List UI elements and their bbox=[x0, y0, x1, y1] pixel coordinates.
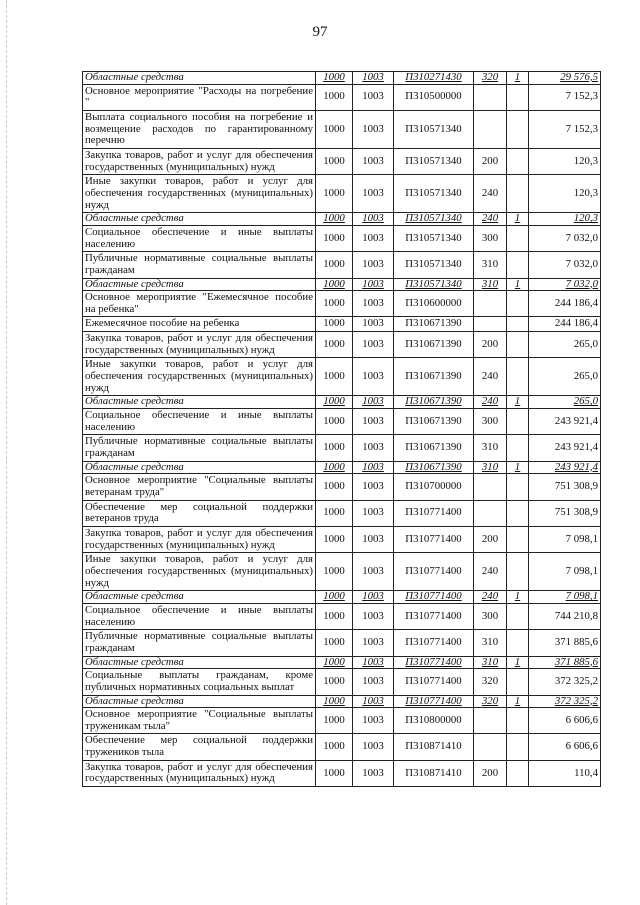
funding-source-code bbox=[507, 734, 529, 760]
section-code: 1000 bbox=[316, 213, 353, 226]
subsection-code: 1003 bbox=[353, 148, 394, 174]
regional-funds-row bbox=[83, 72, 601, 85]
subsection-code: 1003 bbox=[353, 225, 394, 251]
funding-source-code bbox=[507, 252, 529, 278]
subsection-code: 1003 bbox=[353, 110, 394, 148]
funding-source-code bbox=[507, 84, 529, 110]
section-code: 1000 bbox=[316, 603, 353, 629]
funding-source-code bbox=[507, 291, 529, 317]
funding-source-code bbox=[507, 148, 529, 174]
subsection-code: 1003 bbox=[353, 461, 394, 474]
row-name: Иные закупки товаров, работ и услуг для обеспечения государственных (муниципальных) нужд bbox=[83, 175, 316, 213]
amount: 243 921,4 bbox=[529, 435, 601, 461]
row-name: Областные средства bbox=[83, 461, 316, 474]
expense-type-code: 310 bbox=[474, 278, 507, 291]
amount: 243 921,4 bbox=[529, 409, 601, 435]
table-row bbox=[83, 332, 601, 358]
section-code: 1000 bbox=[316, 656, 353, 669]
expense-type-code: 300 bbox=[474, 603, 507, 629]
row-name: Социальное обеспечение и иные выплаты населению bbox=[83, 603, 316, 629]
section-code: 1000 bbox=[316, 84, 353, 110]
amount: 265,0 bbox=[529, 332, 601, 358]
expense-type-code: 300 bbox=[474, 409, 507, 435]
section-code: 1000 bbox=[316, 110, 353, 148]
page-margin-line bbox=[6, 0, 8, 905]
section-code: 1000 bbox=[316, 734, 353, 760]
expense-type-code bbox=[474, 474, 507, 500]
subsection-code: 1003 bbox=[353, 603, 394, 629]
expense-type-code: 310 bbox=[474, 435, 507, 461]
section-code: 1000 bbox=[316, 317, 353, 332]
section-code: 1000 bbox=[316, 278, 353, 291]
amount: 751 308,9 bbox=[529, 474, 601, 500]
target-article-code: П310571340 bbox=[394, 278, 474, 291]
budget-table bbox=[82, 71, 601, 787]
section-code: 1000 bbox=[316, 474, 353, 500]
table-row bbox=[83, 603, 601, 629]
table-row bbox=[83, 630, 601, 656]
funding-source-code bbox=[507, 110, 529, 148]
funding-source-code: 1 bbox=[507, 461, 529, 474]
expense-type-code bbox=[474, 500, 507, 526]
subsection-code: 1003 bbox=[353, 734, 394, 760]
expense-type-code: 240 bbox=[474, 591, 507, 604]
funding-source-code bbox=[507, 317, 529, 332]
expense-type-code: 200 bbox=[474, 760, 507, 786]
funding-source-code bbox=[507, 175, 529, 213]
row-name: Закупка товаров, работ и услуг для обеспечения государственных (муниципальных) нужд bbox=[83, 148, 316, 174]
amount: 7 032,0 bbox=[529, 252, 601, 278]
target-article-code: П310771400 bbox=[394, 603, 474, 629]
subsection-code: 1003 bbox=[353, 72, 394, 85]
row-name: Основное мероприятие "Ежемесячное пособие на ребенка" bbox=[83, 291, 316, 317]
table-row bbox=[83, 175, 601, 213]
funding-source-code: 1 bbox=[507, 396, 529, 409]
amount: 371 885,6 bbox=[529, 656, 601, 669]
target-article-code: П310700000 bbox=[394, 474, 474, 500]
row-name: Выплата социального пособия на погребение и возмещение расходов по гарантированному перечню bbox=[83, 110, 316, 148]
section-code: 1000 bbox=[316, 252, 353, 278]
expense-type-code bbox=[474, 110, 507, 148]
expense-type-code: 310 bbox=[474, 630, 507, 656]
section-code: 1000 bbox=[316, 435, 353, 461]
target-article-code: П310571340 bbox=[394, 225, 474, 251]
target-article-code: П310671390 bbox=[394, 332, 474, 358]
row-name: Областные средства bbox=[83, 213, 316, 226]
table-row bbox=[83, 553, 601, 591]
expense-type-code: 240 bbox=[474, 396, 507, 409]
target-article-code: П310771400 bbox=[394, 669, 474, 695]
amount: 110,4 bbox=[529, 760, 601, 786]
budget-table-body bbox=[83, 72, 601, 787]
funding-source-code bbox=[507, 708, 529, 734]
table-row bbox=[83, 708, 601, 734]
subsection-code: 1003 bbox=[353, 175, 394, 213]
target-article-code: П310571340 bbox=[394, 148, 474, 174]
section-code: 1000 bbox=[316, 708, 353, 734]
expense-type-code: 320 bbox=[474, 695, 507, 708]
amount: 7 152,3 bbox=[529, 84, 601, 110]
expense-type-code: 310 bbox=[474, 656, 507, 669]
subsection-code: 1003 bbox=[353, 409, 394, 435]
row-name: Областные средства bbox=[83, 591, 316, 604]
subsection-code: 1003 bbox=[353, 317, 394, 332]
table-row bbox=[83, 358, 601, 396]
funding-source-code bbox=[507, 474, 529, 500]
section-code: 1000 bbox=[316, 332, 353, 358]
target-article-code: П310771400 bbox=[394, 553, 474, 591]
subsection-code: 1003 bbox=[353, 291, 394, 317]
subsection-code: 1003 bbox=[353, 252, 394, 278]
row-name: Закупка товаров, работ и услуг для обеспечения государственных (муниципальных) нужд bbox=[83, 760, 316, 786]
expense-type-code: 200 bbox=[474, 332, 507, 358]
subsection-code: 1003 bbox=[353, 656, 394, 669]
regional-funds-row bbox=[83, 695, 601, 708]
section-code: 1000 bbox=[316, 225, 353, 251]
row-name: Обеспечение мер социальной поддержки ветеранов труда bbox=[83, 500, 316, 526]
row-name: Публичные нормативные социальные выплаты гражданам bbox=[83, 435, 316, 461]
section-code: 1000 bbox=[316, 669, 353, 695]
row-name: Областные средства bbox=[83, 278, 316, 291]
funding-source-code: 1 bbox=[507, 656, 529, 669]
target-article-code: П310771400 bbox=[394, 500, 474, 526]
amount: 372 325,2 bbox=[529, 669, 601, 695]
row-name: Областные средства bbox=[83, 656, 316, 669]
section-code: 1000 bbox=[316, 760, 353, 786]
expense-type-code: 200 bbox=[474, 148, 507, 174]
subsection-code: 1003 bbox=[353, 358, 394, 396]
table-row bbox=[83, 252, 601, 278]
target-article-code: П310671390 bbox=[394, 435, 474, 461]
section-code: 1000 bbox=[316, 175, 353, 213]
subsection-code: 1003 bbox=[353, 695, 394, 708]
amount: 6 606,6 bbox=[529, 734, 601, 760]
expense-type-code: 240 bbox=[474, 358, 507, 396]
amount: 372 325,2 bbox=[529, 695, 601, 708]
funding-source-code: 1 bbox=[507, 72, 529, 85]
target-article-code: П310771400 bbox=[394, 695, 474, 708]
expense-type-code bbox=[474, 291, 507, 317]
regional-funds-row bbox=[83, 461, 601, 474]
section-code: 1000 bbox=[316, 72, 353, 85]
row-name: Публичные нормативные социальные выплаты гражданам bbox=[83, 630, 316, 656]
target-article-code: П310800000 bbox=[394, 708, 474, 734]
table-row bbox=[83, 84, 601, 110]
target-article-code: П310871410 bbox=[394, 734, 474, 760]
subsection-code: 1003 bbox=[353, 435, 394, 461]
funding-source-code bbox=[507, 358, 529, 396]
target-article-code: П310571340 bbox=[394, 213, 474, 226]
amount: 744 210,8 bbox=[529, 603, 601, 629]
regional-funds-row bbox=[83, 396, 601, 409]
section-code: 1000 bbox=[316, 591, 353, 604]
amount: 7 032,0 bbox=[529, 225, 601, 251]
row-name: Основное мероприятие "Расходы на погребение " bbox=[83, 84, 316, 110]
funding-source-code bbox=[507, 603, 529, 629]
regional-funds-row bbox=[83, 656, 601, 669]
row-name: Публичные нормативные социальные выплаты гражданам bbox=[83, 252, 316, 278]
row-name: Социальное обеспечение и иные выплаты населению bbox=[83, 409, 316, 435]
target-article-code: П310671390 bbox=[394, 396, 474, 409]
amount: 7 098,1 bbox=[529, 553, 601, 591]
row-name: Ежемесячное пособие на ребенка bbox=[83, 317, 316, 332]
subsection-code: 1003 bbox=[353, 630, 394, 656]
amount: 243 921,4 bbox=[529, 461, 601, 474]
target-article-code: П310871410 bbox=[394, 760, 474, 786]
row-name: Основное мероприятие "Социальные выплаты труженикам тыла" bbox=[83, 708, 316, 734]
target-article-code: П310600000 bbox=[394, 291, 474, 317]
target-article-code: П310500000 bbox=[394, 84, 474, 110]
amount: 7 098,1 bbox=[529, 526, 601, 552]
funding-source-code bbox=[507, 332, 529, 358]
subsection-code: 1003 bbox=[353, 553, 394, 591]
amount: 751 308,9 bbox=[529, 500, 601, 526]
table-row bbox=[83, 317, 601, 332]
expense-type-code: 200 bbox=[474, 526, 507, 552]
row-name: Закупка товаров, работ и услуг для обеспечения государственных (муниципальных) нужд bbox=[83, 526, 316, 552]
expense-type-code bbox=[474, 317, 507, 332]
subsection-code: 1003 bbox=[353, 500, 394, 526]
section-code: 1000 bbox=[316, 291, 353, 317]
section-code: 1000 bbox=[316, 526, 353, 552]
amount: 371 885,6 bbox=[529, 630, 601, 656]
expense-type-code: 240 bbox=[474, 553, 507, 591]
expense-type-code: 240 bbox=[474, 175, 507, 213]
table-row bbox=[83, 526, 601, 552]
subsection-code: 1003 bbox=[353, 669, 394, 695]
expense-type-code: 310 bbox=[474, 461, 507, 474]
table-row bbox=[83, 110, 601, 148]
funding-source-code bbox=[507, 435, 529, 461]
table-row bbox=[83, 435, 601, 461]
table-row bbox=[83, 225, 601, 251]
row-name: Социальное обеспечение и иные выплаты населению bbox=[83, 225, 316, 251]
row-name: Закупка товаров, работ и услуг для обеспечения государственных (муниципальных) нужд bbox=[83, 332, 316, 358]
table-row bbox=[83, 409, 601, 435]
expense-type-code: 320 bbox=[474, 72, 507, 85]
funding-source-code bbox=[507, 500, 529, 526]
section-code: 1000 bbox=[316, 500, 353, 526]
amount: 265,0 bbox=[529, 396, 601, 409]
table-row bbox=[83, 500, 601, 526]
target-article-code: П310571340 bbox=[394, 252, 474, 278]
target-article-code: П310271430 bbox=[394, 72, 474, 85]
expense-type-code: 240 bbox=[474, 213, 507, 226]
section-code: 1000 bbox=[316, 396, 353, 409]
target-article-code: П310571340 bbox=[394, 175, 474, 213]
amount: 120,3 bbox=[529, 213, 601, 226]
amount: 29 576,5 bbox=[529, 72, 601, 85]
target-article-code: П310771400 bbox=[394, 630, 474, 656]
row-name: Областные средства bbox=[83, 695, 316, 708]
section-code: 1000 bbox=[316, 695, 353, 708]
subsection-code: 1003 bbox=[353, 760, 394, 786]
amount: 244 186,4 bbox=[529, 317, 601, 332]
subsection-code: 1003 bbox=[353, 591, 394, 604]
subsection-code: 1003 bbox=[353, 526, 394, 552]
table-row bbox=[83, 734, 601, 760]
target-article-code: П310671390 bbox=[394, 317, 474, 332]
regional-funds-row bbox=[83, 278, 601, 291]
row-name: Областные средства bbox=[83, 396, 316, 409]
expense-type-code: 300 bbox=[474, 225, 507, 251]
row-name: Областные средства bbox=[83, 72, 316, 85]
table-row bbox=[83, 148, 601, 174]
funding-source-code bbox=[507, 760, 529, 786]
expense-type-code: 310 bbox=[474, 252, 507, 278]
funding-source-code bbox=[507, 409, 529, 435]
funding-source-code bbox=[507, 225, 529, 251]
target-article-code: П310771400 bbox=[394, 656, 474, 669]
table-row bbox=[83, 474, 601, 500]
funding-source-code bbox=[507, 669, 529, 695]
target-article-code: П310671390 bbox=[394, 409, 474, 435]
amount: 6 606,6 bbox=[529, 708, 601, 734]
row-name: Иные закупки товаров, работ и услуг для обеспечения государственных (муниципальных) нужд bbox=[83, 553, 316, 591]
section-code: 1000 bbox=[316, 630, 353, 656]
amount: 7 098,1 bbox=[529, 591, 601, 604]
page-number: 97 bbox=[312, 24, 328, 40]
target-article-code: П310671390 bbox=[394, 358, 474, 396]
table-row bbox=[83, 760, 601, 786]
section-code: 1000 bbox=[316, 553, 353, 591]
amount: 7 152,3 bbox=[529, 110, 601, 148]
section-code: 1000 bbox=[316, 409, 353, 435]
funding-source-code bbox=[507, 630, 529, 656]
funding-source-code bbox=[507, 553, 529, 591]
amount: 7 032,0 bbox=[529, 278, 601, 291]
subsection-code: 1003 bbox=[353, 708, 394, 734]
funding-source-code: 1 bbox=[507, 278, 529, 291]
amount: 120,3 bbox=[529, 148, 601, 174]
target-article-code: П310671390 bbox=[394, 461, 474, 474]
row-name: Иные закупки товаров, работ и услуг для обеспечения государственных (муниципальных) нужд bbox=[83, 358, 316, 396]
expense-type-code bbox=[474, 734, 507, 760]
funding-source-code: 1 bbox=[507, 591, 529, 604]
row-name: Обеспечение мер социальной поддержки тружеников тыла bbox=[83, 734, 316, 760]
regional-funds-row bbox=[83, 213, 601, 226]
funding-source-code: 1 bbox=[507, 213, 529, 226]
expense-type-code bbox=[474, 708, 507, 734]
funding-source-code: 1 bbox=[507, 695, 529, 708]
row-name: Основное мероприятие "Социальные выплаты ветеранам труда" bbox=[83, 474, 316, 500]
expense-type-code bbox=[474, 84, 507, 110]
amount: 244 186,4 bbox=[529, 291, 601, 317]
funding-source-code bbox=[507, 526, 529, 552]
target-article-code: П310771400 bbox=[394, 591, 474, 604]
subsection-code: 1003 bbox=[353, 396, 394, 409]
target-article-code: П310771400 bbox=[394, 526, 474, 552]
expense-type-code: 320 bbox=[474, 669, 507, 695]
subsection-code: 1003 bbox=[353, 84, 394, 110]
subsection-code: 1003 bbox=[353, 474, 394, 500]
subsection-code: 1003 bbox=[353, 278, 394, 291]
amount: 265,0 bbox=[529, 358, 601, 396]
row-name: Социальные выплаты гражданам, кроме публичных нормативных социальных выплат bbox=[83, 669, 316, 695]
regional-funds-row bbox=[83, 591, 601, 604]
section-code: 1000 bbox=[316, 358, 353, 396]
subsection-code: 1003 bbox=[353, 332, 394, 358]
section-code: 1000 bbox=[316, 461, 353, 474]
amount: 120,3 bbox=[529, 175, 601, 213]
subsection-code: 1003 bbox=[353, 213, 394, 226]
section-code: 1000 bbox=[316, 148, 353, 174]
table-row bbox=[83, 669, 601, 695]
table-row bbox=[83, 291, 601, 317]
target-article-code: П310571340 bbox=[394, 110, 474, 148]
